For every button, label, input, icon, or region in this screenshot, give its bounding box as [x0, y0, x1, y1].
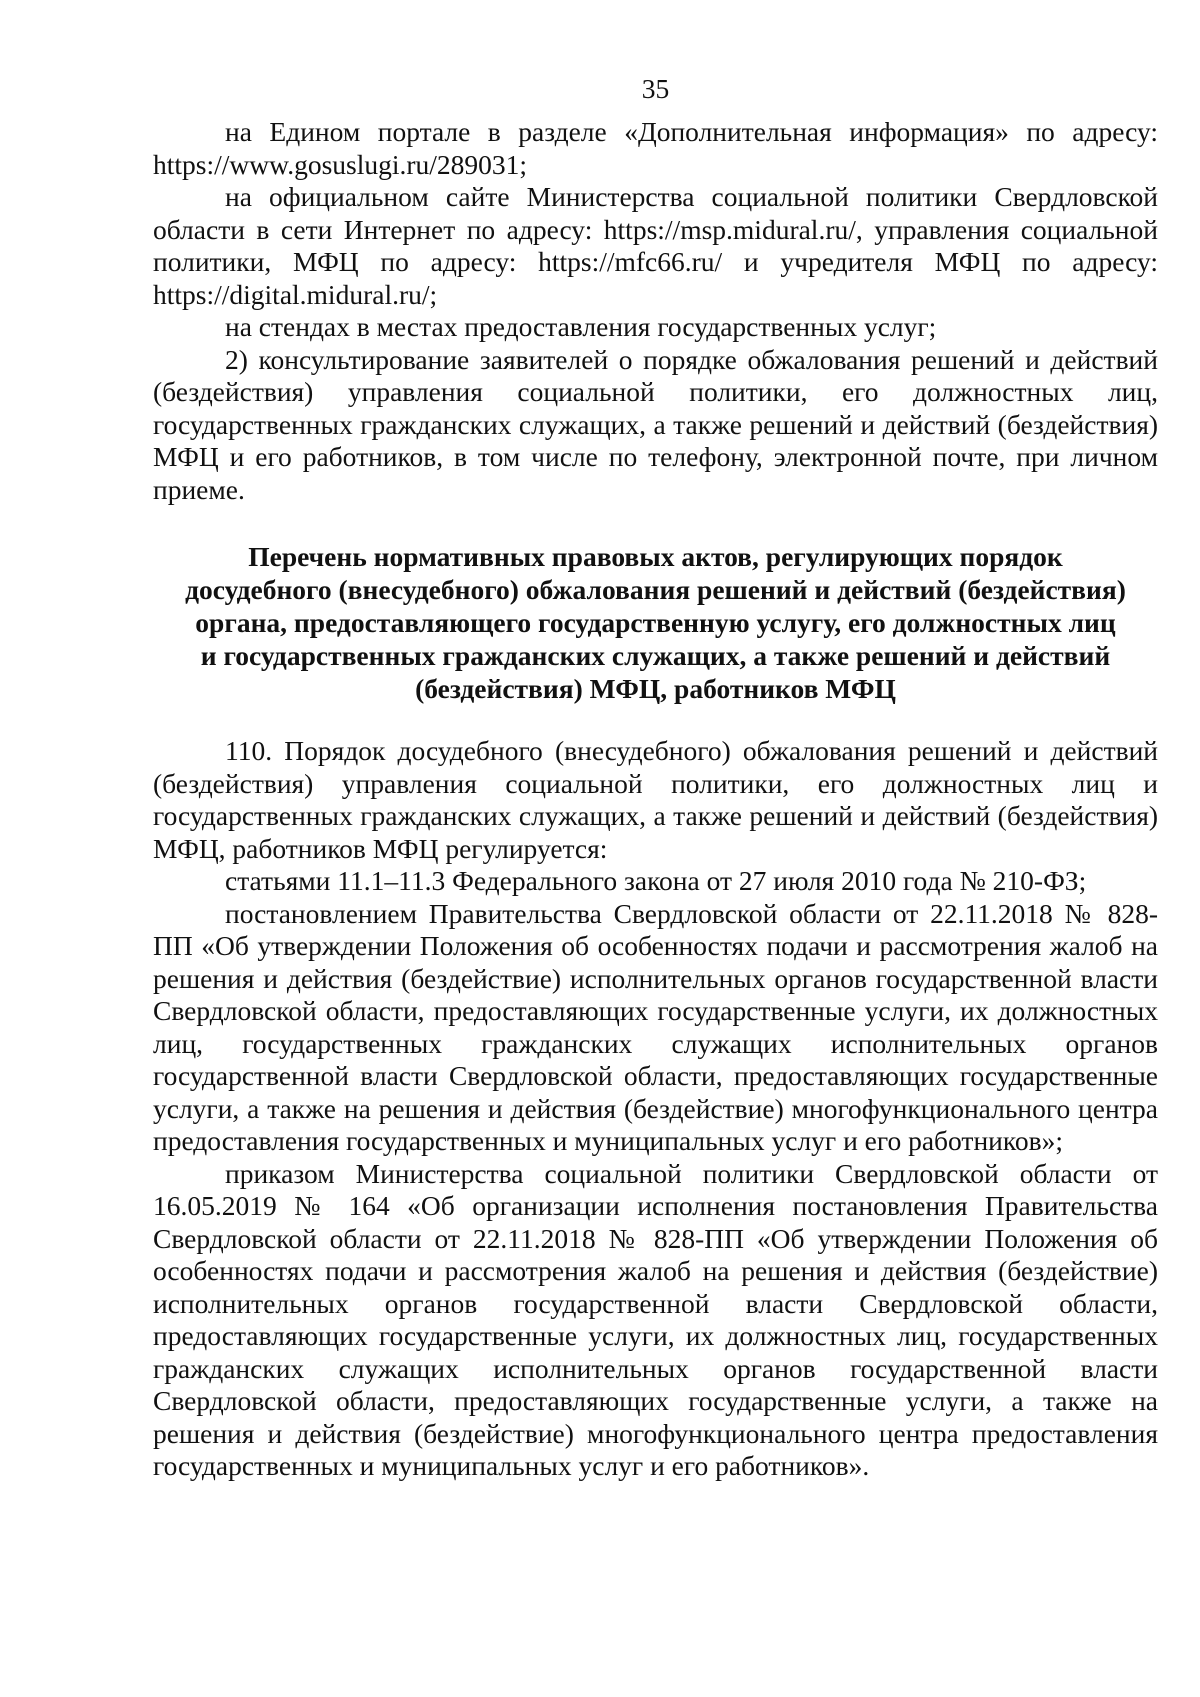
paragraph-ministry-site: на официальном сайте Министерства социальной политики Свердловской области в сети Интернет по адресу: https://msp.midural.ru/, управления социальной политики, МФЦ по адресу: https://mfc66.ru/ и учредителя МФЦ по адресу: https://digital.midural.ru/;: [153, 181, 1158, 310]
heading-line: и государственных гражданских служащих, а также решений и действий: [200, 640, 1111, 671]
heading-line: (бездействия) МФЦ, работников МФЦ: [415, 673, 896, 704]
section-heading: [153, 540, 1158, 705]
paragraph-federal-law: статьями 11.1–11.3 Федерального закона от 27 июля 2010 года № 210-ФЗ;: [225, 865, 1087, 896]
heading-line: досудебного (внесудебного) обжалования решений и действий (бездействия): [185, 574, 1126, 605]
paragraph-portal: на Едином портале в разделе «Дополнительная информация» по адресу: https://www.gosuslugi.ru/289031;: [153, 116, 1158, 180]
paragraph-stands: на стендах в местах предоставления государственных услуг;: [225, 311, 937, 342]
paragraph-government-decree: постановлением Правительства Свердловской области от 22.11.2018 № 828-ПП «Об утверждении Положения об особенностях подачи и рассмотрения жалоб на решения и действия (бездействие) исполнительных органов государственной власти Свердловской области, предоставляющих государственные услуги, их должностных лиц, государственных гражданских служащих исполнительных органов государственной власти Свердловской области, предоставляющих государственные услуги, а также на решения и действия (бездействие) многофункционального центра предоставления государственных и муниципальных услуг и его работников»;: [153, 897, 1158, 1156]
paragraph-consulting: 2) консультирование заявителей о порядке обжалования решений и действий (бездействия) управления социальной политики, его должностных лиц, государственных гражданских служащих, а также решений и действий (бездействия) МФЦ и его работников, в том числе по телефону, электронной почте, при личном приеме.: [153, 343, 1158, 505]
document-page: [153, 72, 1158, 1483]
page-number: 35: [641, 73, 670, 104]
paragraph-110: 110. Порядок досудебного (внесудебного) обжалования решений и действий (бездействия) управления социальной политики, его должностных лиц и государственных гражданских служащих, а также решений и действий (бездействия) МФЦ, работников МФЦ регулируется:: [153, 735, 1158, 864]
heading-line: Перечень нормативных правовых актов, регулирующих порядок: [248, 541, 1063, 572]
heading-line: органа, предоставляющего государственную услугу, его должностных лиц: [195, 607, 1116, 638]
paragraph-ministry-order: приказом Министерства социальной политики Свердловской области от 16.05.2019 № 164 «Об организации исполнения постановления Правительства Свердловской области от 22.11.2018 № 828-ПП «Об утверждении Положения об особенностях подачи и рассмотрения жалоб на решения и действия (бездействие) исполнительных органов государственной власти Свердловской области, предоставляющих государственные услуги, их должностных лиц, государственных гражданских служащих исполнительных органов государственной власти Свердловской области, предоставляющих государственные услуги, а также на решения и действия (бездействие) многофункционального центра предоставления государственных и муниципальных услуг и его работников».: [153, 1157, 1158, 1481]
